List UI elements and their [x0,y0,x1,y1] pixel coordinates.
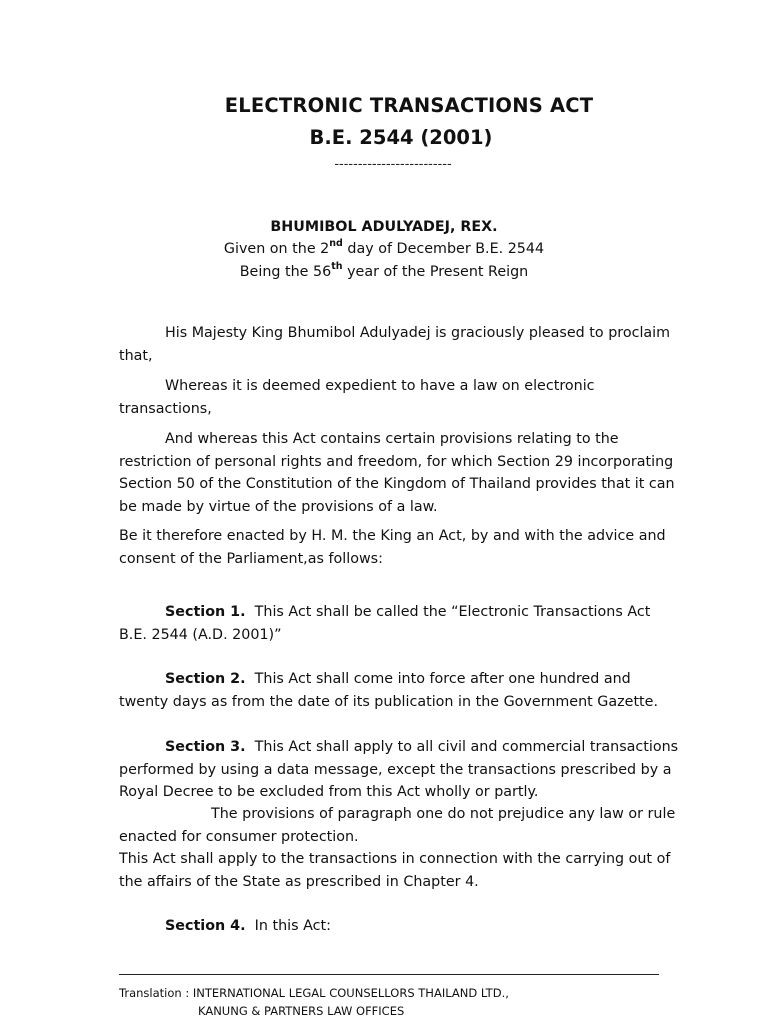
given-date: Given on the 2nd day of December B.E. 2544 [223,238,545,257]
footer-translation: Translation : INTERNATIONAL LEGAL COUNSELLORS THAILAND LTD., [119,986,509,1000]
section-3: Section 3. This Act shall apply to all civil and commercial transactions performed by using a data message, except the transactions prescribed by a Royal Decree to be excluded from this Act wholly or partly. [119,739,679,800]
whereas-rights-paragraph: And whereas this Act contains certain provisions relating to the restriction of personal rights and freedom, for which Section 29 incorporating Section 50 of the Constitution of the Kingdom of Thailand provides that it can be made by virtue of the provisions of a law. [119,431,675,515]
section-label: Section 4. [165,918,246,934]
whereas-paragraph: Whereas it is deemed expedient to have a law on electronic transactions, [119,378,595,417]
section-label: Section 1. [165,604,246,620]
section-2: Section 2. This Act shall come into force after one hundred and twenty days as from the date of its publication in the Government Gazette. [119,671,659,710]
section-label: Section 3. [165,739,246,755]
footer-divider [119,974,659,975]
king-name: BHUMIBOL ADULYADEJ, REX. [270,219,498,235]
proclamation-paragraph: His Majesty King Bhumibol Adulyadej is graciously pleased to proclaim that, [119,325,671,364]
enactment-paragraph: Be it therefore enacted by H. M. the King an Act, by and with the advice and consent of the Parliament,as follows: [119,528,666,567]
section-3-paragraph-2: The provisions of paragraph one do not prejudice any law or rule enacted for consumer protection. [119,806,676,845]
section-1: Section 1. This Act shall be called the “Electronic Transactions Act B.E. 2544 (A.D. 2001)” [119,604,651,643]
section-label: Section 2. [165,671,246,687]
footer-law-office: KANUNG & PARTNERS LAW OFFICES [198,1004,405,1018]
document-title: ELECTRONIC TRANSACTIONS ACT [224,94,594,117]
title-separator: ------------------------- [334,157,452,172]
reign-year: Being the 56th year of the Present Reign [239,261,529,280]
section-3-paragraph-3: This Act shall apply to the transactions in connection with the carrying out of the affairs of the State as prescribed in Chapter 4. [119,851,671,890]
section-4: Section 4. In this Act: [165,918,331,934]
document-subtitle: B.E. 2544 (2001) [309,126,493,149]
